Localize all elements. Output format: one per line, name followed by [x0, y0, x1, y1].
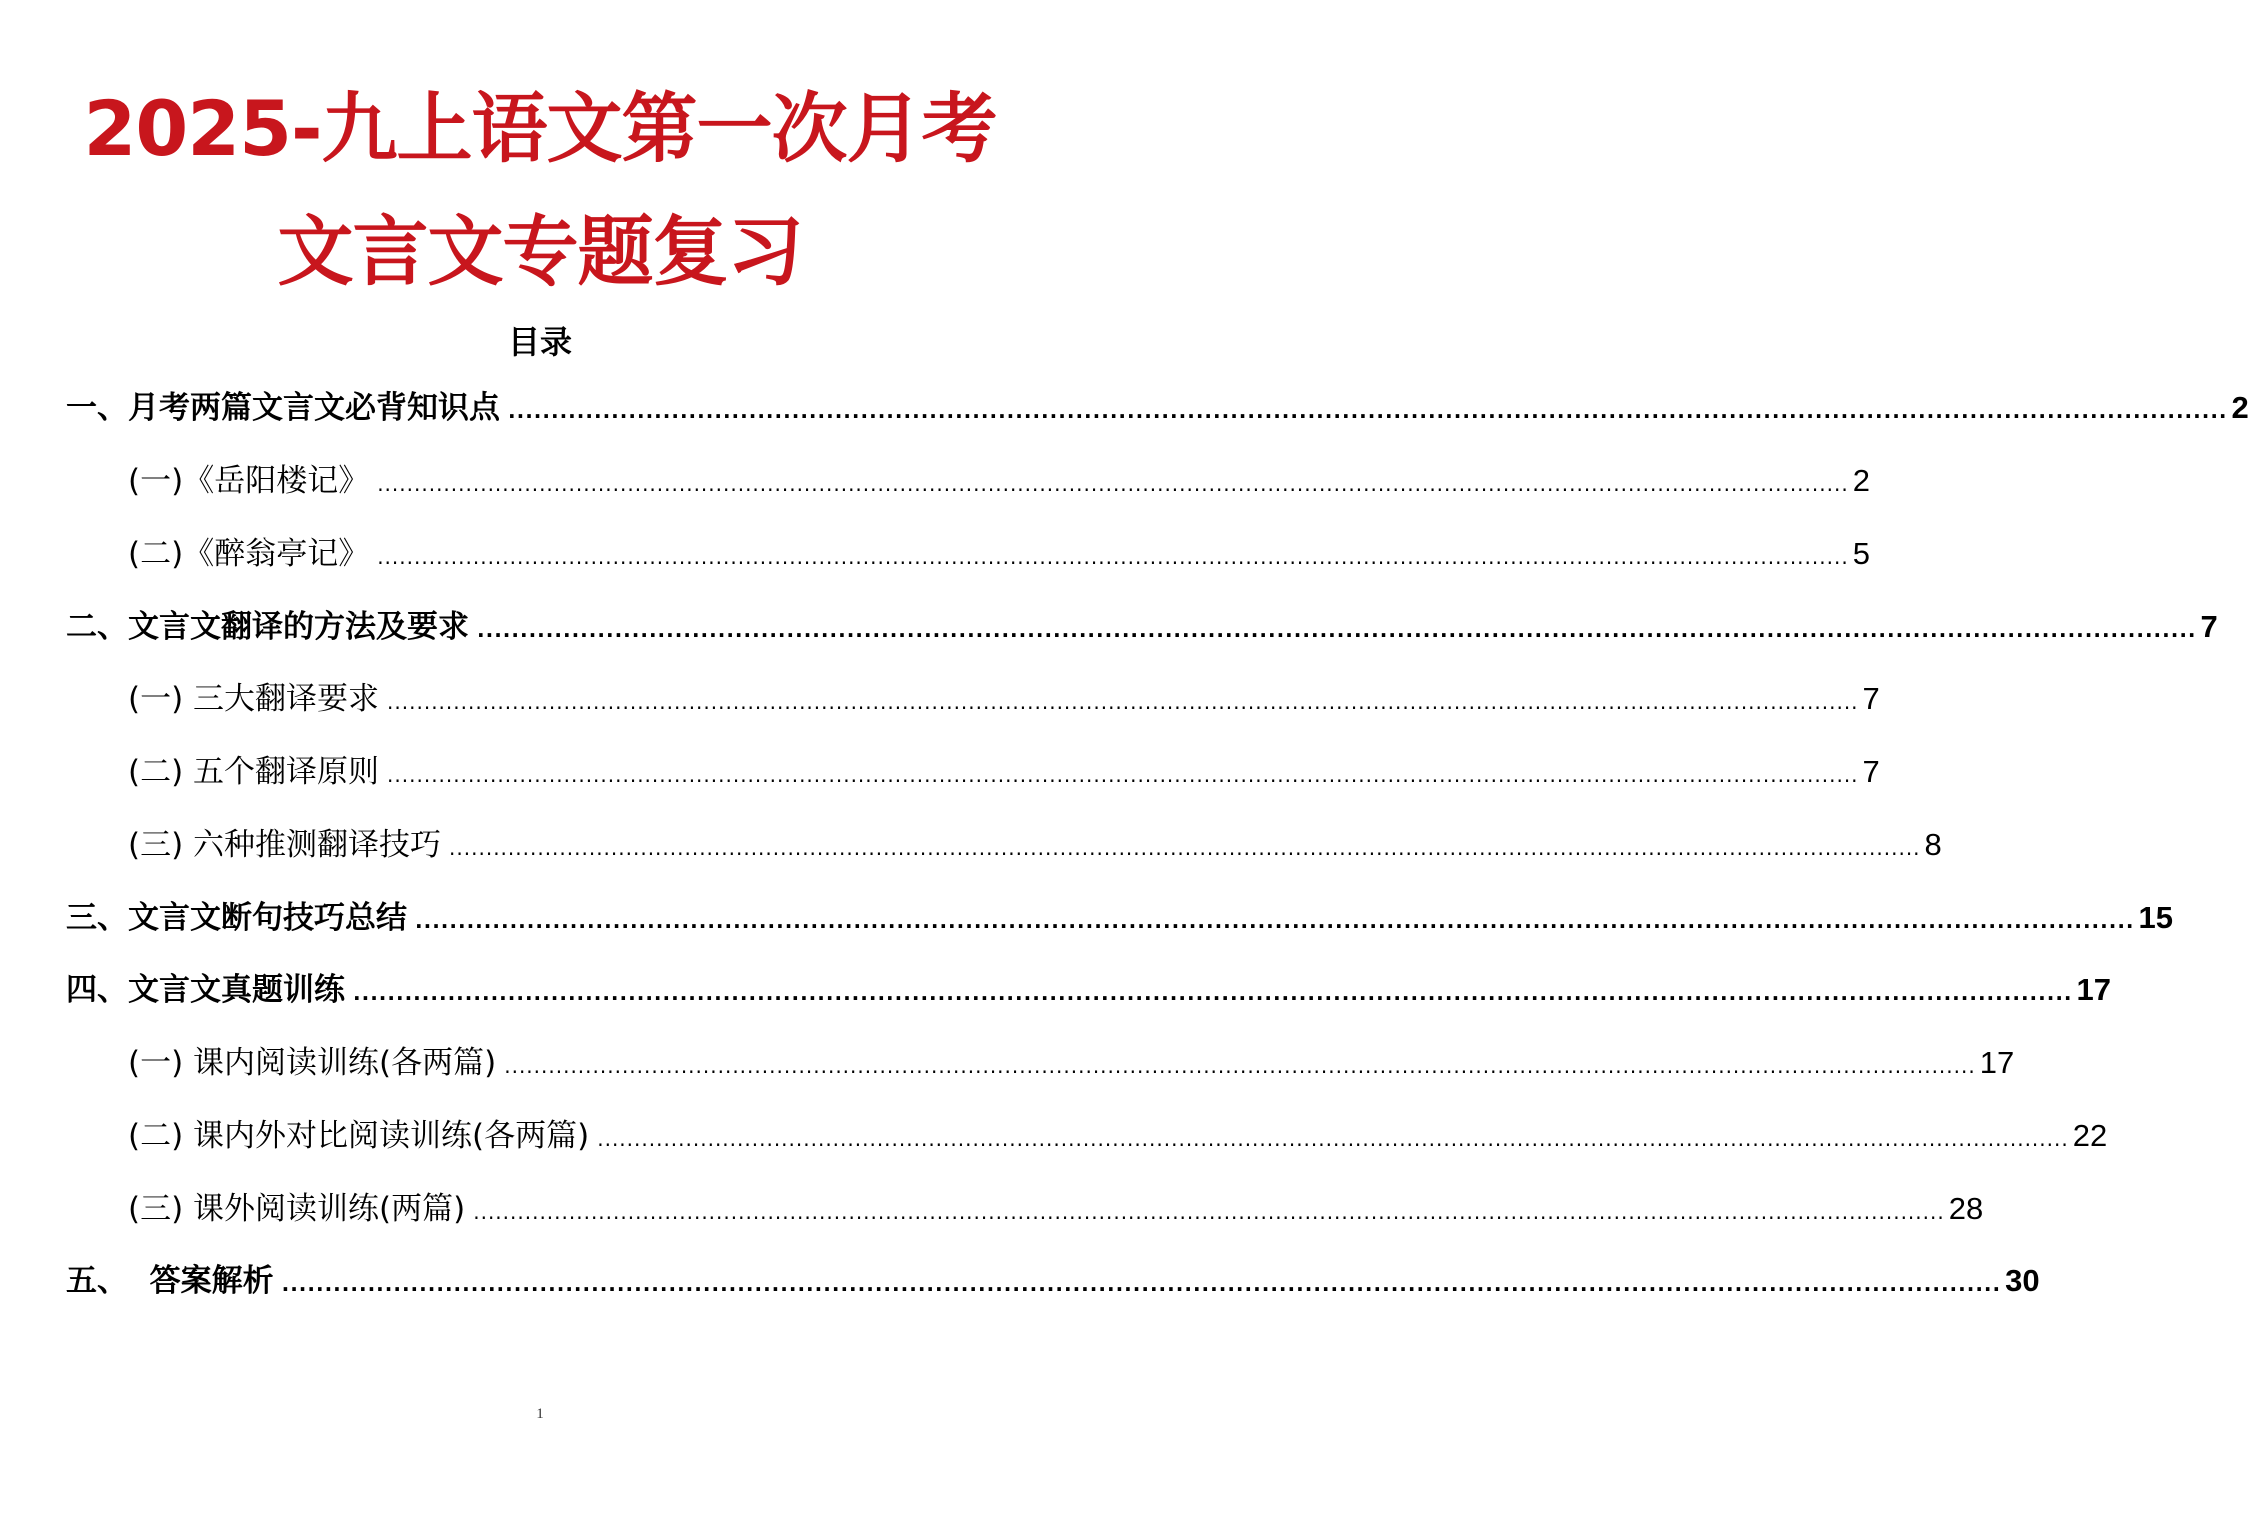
toc-entry-section-5[interactable] — [66, 1259, 2040, 1303]
toc-entry-page: 7 — [1862, 681, 1880, 716]
toc-entry-page: 17 — [1979, 1045, 2015, 1080]
toc-dot-leader: ........................................................................................................................................................................................................ — [377, 545, 1849, 569]
toc-dot-leader: ........................................................................................................................................................................................................ — [377, 472, 1849, 496]
toc-entry-page: 22 — [2072, 1118, 2108, 1153]
toc-entry-label: (二) 课内外对比阅读训练(各两篇) — [128, 1118, 590, 1154]
toc-entry-page: 17 — [2076, 972, 2112, 1007]
toc-dot-leader: ........................................................................................................................................................................................................ — [415, 909, 2135, 933]
toc-dot-leader: ........................................................................................................................................................................................................ — [387, 690, 1859, 714]
toc-entry-label: (二)《醉翁亭记》 — [128, 536, 370, 572]
toc-entry-section-1-2[interactable] — [128, 532, 1870, 576]
toc-entry-label: (一) 三大翻译要求 — [128, 681, 380, 717]
toc-entry-section-4[interactable] — [66, 968, 2112, 1012]
document-title-line-1: 2025-九上语文第一次月考 — [83, 84, 997, 173]
toc-entry-section-4-2[interactable] — [128, 1114, 2108, 1158]
toc-entry-section-2-3[interactable] — [128, 823, 1942, 867]
toc-entry-label: (二) 五个翻译原则 — [128, 754, 380, 790]
toc-entry-page: 7 — [2200, 609, 2218, 644]
toc-entry-label: (一)《岳阳楼记》 — [128, 463, 370, 499]
toc-dot-leader: ........................................................................................................................................................................................................ — [504, 1054, 1976, 1078]
toc-dot-leader: ........................................................................................................................................................................................................ — [477, 618, 2197, 642]
toc-entry-label: 五、 答案解析 — [66, 1263, 274, 1299]
toc-entry-page: 15 — [2138, 900, 2174, 935]
toc-entry-section-1-1[interactable] — [128, 459, 1870, 503]
toc-entry-label: (三) 六种推测翻译技巧 — [128, 827, 442, 863]
toc-entry-label: 三、文言文断句技巧总结 — [66, 900, 407, 936]
toc-entry-label: (一) 课内阅读训练(各两篇) — [128, 1045, 497, 1081]
toc-entry-page: 28 — [1948, 1191, 1984, 1226]
toc-dot-leader: ........................................................................................................................................................................................................ — [449, 836, 1921, 860]
document-title-line-2: 文言文专题复习 — [277, 207, 803, 296]
toc-entry-label: 二、文言文翻译的方法及要求 — [66, 609, 469, 645]
toc-entry-page: 30 — [2005, 1263, 2040, 1298]
toc-dot-leader: ........................................................................................................................................................................................................ — [281, 1272, 2002, 1296]
toc-dot-leader: ........................................................................................................................................................................................................ — [387, 763, 1859, 787]
toc-entry-section-3[interactable] — [66, 896, 2174, 940]
toc-dot-leader: ........................................................................................................................................................................................................ — [473, 1200, 1945, 1224]
toc-entry-label: 四、文言文真题训练 — [66, 972, 345, 1008]
toc-entry-section-4-3[interactable] — [128, 1187, 1984, 1231]
toc-dot-leader: ........................................................................................................................................................................................................ — [353, 981, 2073, 1005]
toc-entry-section-4-1[interactable] — [128, 1041, 2015, 1085]
toc-entry-section-2-2[interactable] — [128, 750, 1880, 794]
toc-entry-label: 一、月考两篇文言文必背知识点 — [66, 390, 500, 426]
page-number: 1 — [536, 1406, 544, 1422]
toc-dot-leader: ........................................................................................................................................................................................................ — [597, 1127, 2069, 1151]
toc-entry-page: 2 — [2231, 390, 2249, 425]
toc-entry-label: (三) 课外阅读训练(两篇) — [128, 1191, 466, 1227]
toc-entry-page: 7 — [1862, 754, 1880, 789]
toc-entry-page: 5 — [1852, 536, 1870, 571]
toc-dot-leader: ........................................................................................................................................................................................................ — [508, 399, 2228, 423]
toc-entry-page: 8 — [1924, 827, 1942, 862]
toc-entry-section-2[interactable] — [66, 605, 2218, 649]
toc-entry-page: 2 — [1852, 463, 1870, 498]
toc-heading: 目录 — [507, 323, 572, 361]
toc-entry-section-2-1[interactable] — [128, 677, 1880, 721]
toc-entry-section-1[interactable] — [66, 386, 2249, 430]
